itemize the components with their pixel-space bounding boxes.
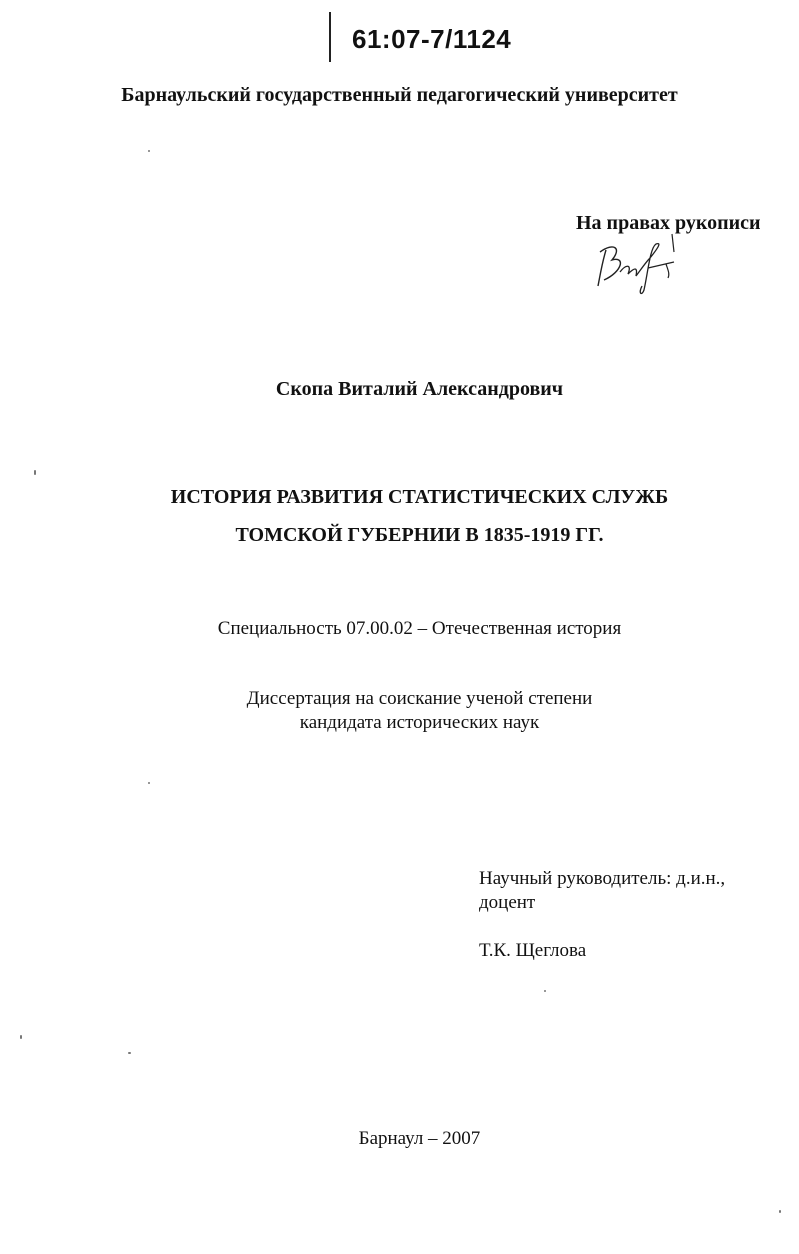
scan-speck	[544, 990, 546, 992]
supervisor-name: Т.К. Щеглова	[479, 940, 587, 961]
degree-line-1: Диссертация на соискание ученой степени	[246, 688, 593, 709]
author-name: Скопа Виталий Александрович	[275, 378, 564, 400]
supervisor-title-line-2: доцент	[479, 892, 536, 913]
supervisor-title-line-1: Научный руководитель: д.и.н.,	[479, 868, 726, 889]
scan-speck	[779, 1210, 781, 1213]
scan-speck	[128, 1052, 131, 1054]
university-name: Барнаульский государственный педагогический университет	[121, 84, 678, 106]
handwritten-signature	[592, 228, 682, 298]
dissertation-title-line-2: ТОМСКОЙ ГУБЕРНИИ В 1835-1919 ГГ.	[235, 524, 604, 546]
place-and-year: Барнаул – 2007	[358, 1128, 481, 1149]
degree-line-2: кандидата исторических наук	[299, 712, 540, 733]
scan-speck	[20, 1035, 22, 1039]
scan-speck	[148, 782, 150, 784]
scan-speck	[34, 470, 36, 475]
rights-note: На правах рукописи	[576, 212, 761, 234]
scan-speck	[148, 150, 150, 152]
dissertation-title-line-1: ИСТОРИЯ РАЗВИТИЯ СТАТИСТИЧЕСКИХ СЛУЖБ	[170, 486, 669, 508]
specialty-line: Специальность 07.00.02 – Отечественная история	[217, 618, 622, 639]
stamp-divider-line	[329, 12, 331, 62]
library-stamp-code: 61:07-7/1124	[352, 24, 512, 54]
